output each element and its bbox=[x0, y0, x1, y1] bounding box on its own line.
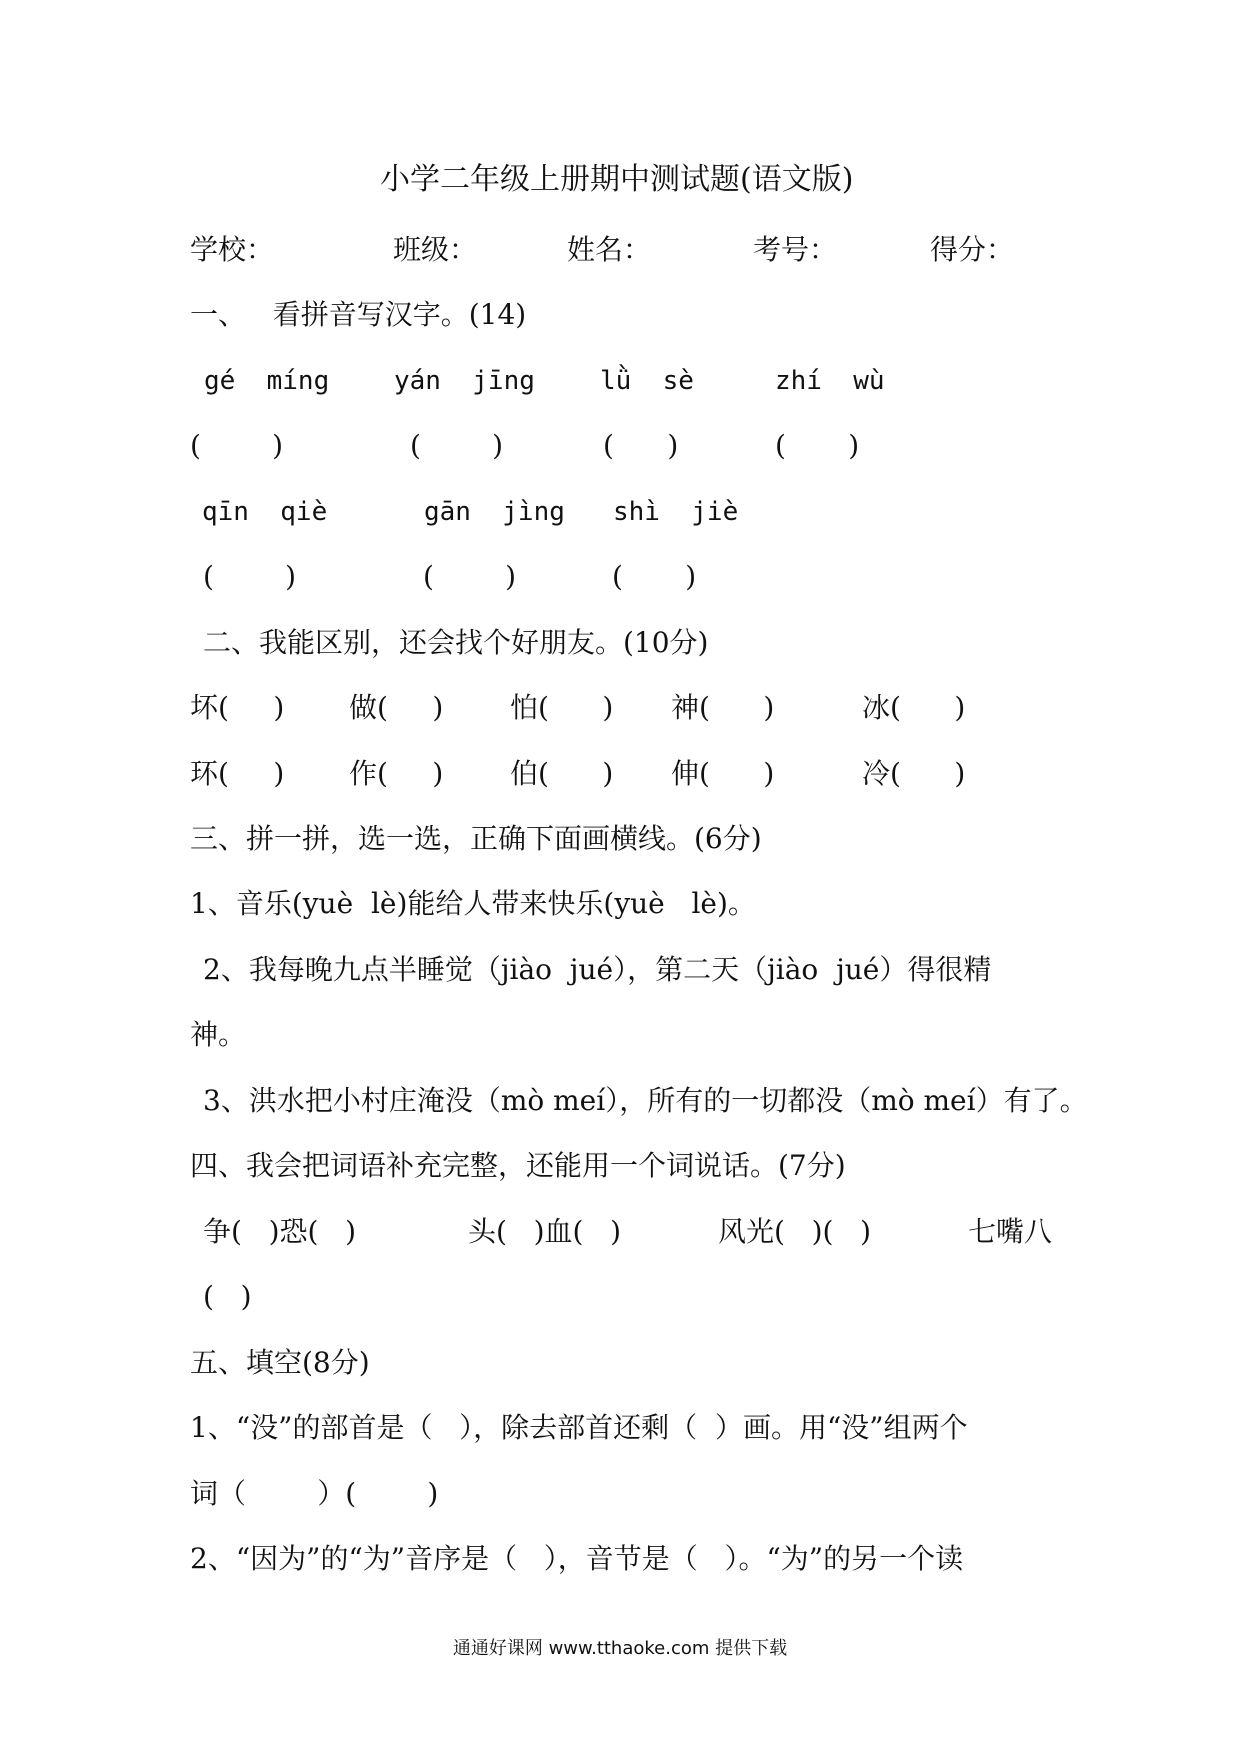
pinyin-item: zhí wù bbox=[775, 366, 885, 396]
answer-bracket[interactable]: ( ) bbox=[603, 429, 679, 462]
pinyin-item: lǜ sè bbox=[600, 366, 694, 396]
question-text: 1、“没”的部首是（ ），除去部首还剩（ ）画。用“没”组两个 bbox=[190, 1411, 968, 1444]
question-text: 3、洪水把小村庄淹没（mò meí），所有的一切都没（mò meí）有了。 bbox=[203, 1084, 1088, 1117]
school-label: 学校： bbox=[190, 233, 275, 266]
idiom-item[interactable]: ( ) bbox=[203, 1280, 252, 1313]
section-4-heading: 四、我会把词语补充完整，还能用一个词说话。(7分) bbox=[190, 1149, 846, 1182]
page-title: 小学二年级上册期中测试题(语文版) bbox=[380, 162, 854, 197]
answer-bracket[interactable]: ( ) bbox=[190, 429, 284, 462]
idiom-item[interactable]: 七嘴八 bbox=[968, 1215, 1053, 1248]
pinyin-item: yán jīng bbox=[394, 366, 535, 396]
name-label: 姓名： bbox=[567, 233, 652, 266]
char-item[interactable]: 环( ) bbox=[190, 757, 285, 790]
exam-number-label: 考号： bbox=[753, 233, 838, 266]
char-item[interactable]: 作( ) bbox=[349, 757, 444, 790]
question-text: 词（ ）( ) bbox=[190, 1477, 439, 1510]
pinyin-item: gé míng bbox=[204, 366, 330, 396]
answer-bracket[interactable]: ( ) bbox=[203, 560, 297, 593]
answer-bracket[interactable]: ( ) bbox=[423, 560, 517, 593]
char-item[interactable]: 做( ) bbox=[349, 691, 444, 724]
question-text: 2、我每晚九点半睡觉（jiào jué），第二天（jiào jué）得很精 bbox=[203, 953, 992, 986]
section-3-heading: 三、拼一拼，选一选，正确下面画横线。(6分) bbox=[190, 822, 762, 855]
char-item[interactable]: 神( ) bbox=[671, 691, 775, 724]
char-item[interactable]: 怕( ) bbox=[510, 691, 614, 724]
char-item[interactable]: 伯( ) bbox=[510, 757, 614, 790]
answer-bracket[interactable]: ( ) bbox=[410, 429, 504, 462]
pinyin-item: qīn qiè bbox=[202, 497, 328, 527]
char-item[interactable]: 冰( ) bbox=[862, 691, 966, 724]
question-text: 2、“因为”的“为”音序是（ ），音节是（ ）。“为”的另一个读 bbox=[190, 1542, 964, 1575]
page-footer: 通通好课网 www.tthaoke.com 提供下载 bbox=[452, 1638, 788, 1659]
pinyin-item: shì jiè bbox=[613, 497, 739, 527]
section-1-heading: 一、 看拼音写汉字。(14) bbox=[190, 298, 527, 331]
answer-bracket[interactable]: ( ) bbox=[775, 429, 860, 462]
answer-bracket[interactable]: ( ) bbox=[612, 560, 697, 593]
question-text: 1、音乐(yuè lè)能给人带来快乐(yuè lè)。 bbox=[190, 887, 756, 920]
idiom-item[interactable]: 头( )血( ) bbox=[468, 1215, 622, 1248]
char-item[interactable]: 冷( ) bbox=[862, 757, 966, 790]
idiom-item[interactable]: 争( )恐( ) bbox=[203, 1215, 357, 1248]
score-label: 得分： bbox=[930, 233, 1015, 266]
char-item[interactable]: 坏( ) bbox=[190, 691, 285, 724]
char-item[interactable]: 伸( ) bbox=[671, 757, 775, 790]
question-text: 神。 bbox=[190, 1018, 247, 1051]
pinyin-item: gān jìng bbox=[424, 497, 565, 527]
section-5-heading: 五、填空(8分) bbox=[190, 1346, 370, 1379]
section-2-heading: 二、我能区别，还会找个好朋友。(10分) bbox=[203, 626, 709, 659]
idiom-item[interactable]: 风光( )( ) bbox=[718, 1215, 872, 1248]
class-label: 班级： bbox=[393, 233, 478, 266]
